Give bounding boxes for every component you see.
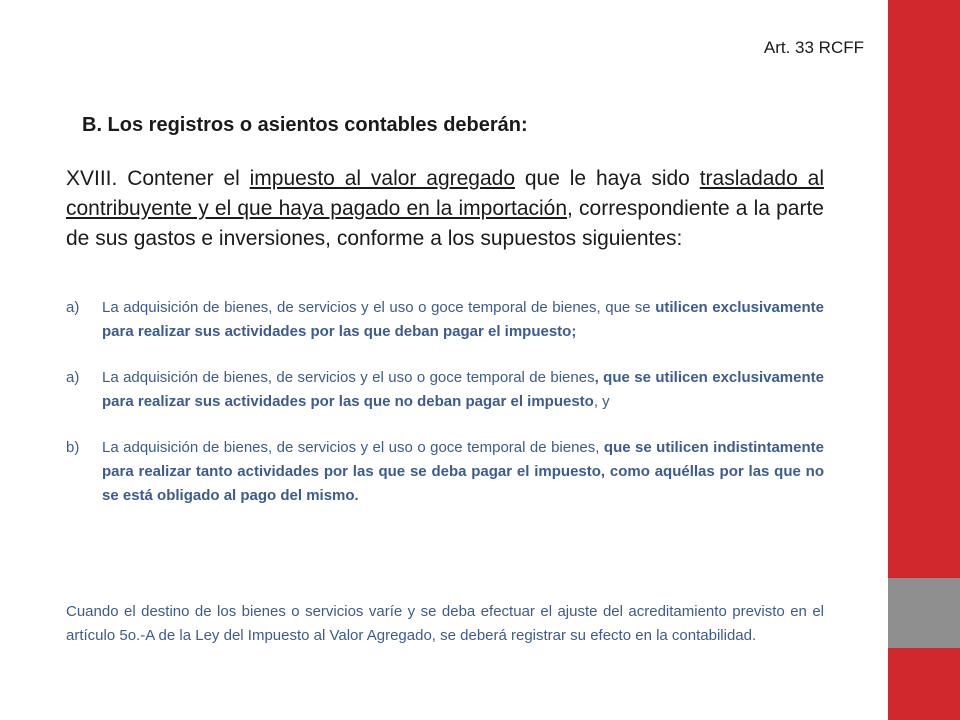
article-reference: Art. 33 RCFF [763,38,864,57]
decorative-sidebar [888,0,960,720]
sidebar-gray-block [888,578,960,648]
item-bold-text: , que se utilicen exclusivamente para realizar sus actividades por las que no deban pagar el impuesto [102,369,824,410]
list-marker: a) [66,369,80,386]
sidebar-red-block-bottom [888,648,960,720]
item-text: La adquisición de bienes, de servicios y el uso o goce temporal de bienes, [102,439,604,456]
item-bold-text: que se utilicen indistintamente para realizar tanto actividades por las que se deba pagar el impuesto, como aquéllas por las que no se está obligado al pago del mismo. [102,439,824,504]
para-underlined-2: trasladado al contribuyente y el que haya pagado en la importación [66,167,824,220]
item-list [66,296,824,508]
para-underlined-1: impuesto al valor agregado [249,167,516,190]
item-bold-text: utilicen exclusivamente para realizar sus actividades por las que deban pagar el impuesto; [102,299,824,340]
sidebar-red-block-top [888,0,960,578]
list-marker: b) [66,439,80,456]
list-item [66,296,824,344]
closing-paragraph: Cuando el destino de los bienes o servicios varíe y se deba efectuar el ajuste del acreditamiento previsto en el artículo 5o.-A de la Ley del Impuesto al Valor Agregado, se deberá registrar su efecto en la contabilidad. [66,603,824,644]
para-text-1: XVIII. Contener el [66,167,250,190]
list-marker: a) [66,299,80,316]
item-text: La adquisición de bienes, de servicios y el uso o goce temporal de bienes [102,369,595,386]
main-paragraph [66,164,824,254]
para-text-3: , correspondiente a la parte de sus gastos e inversiones, conforme a los supuestos siguientes: [66,197,824,250]
item-text-end: , y [593,393,610,410]
section-heading: B. Los registros o asientos contables deberán: [82,114,528,136]
item-text: La adquisición de bienes, de servicios y el uso o goce temporal de bienes, que se [102,299,656,316]
list-item [66,436,824,508]
list-item [66,366,824,414]
para-text-2: que le haya sido [515,167,700,190]
